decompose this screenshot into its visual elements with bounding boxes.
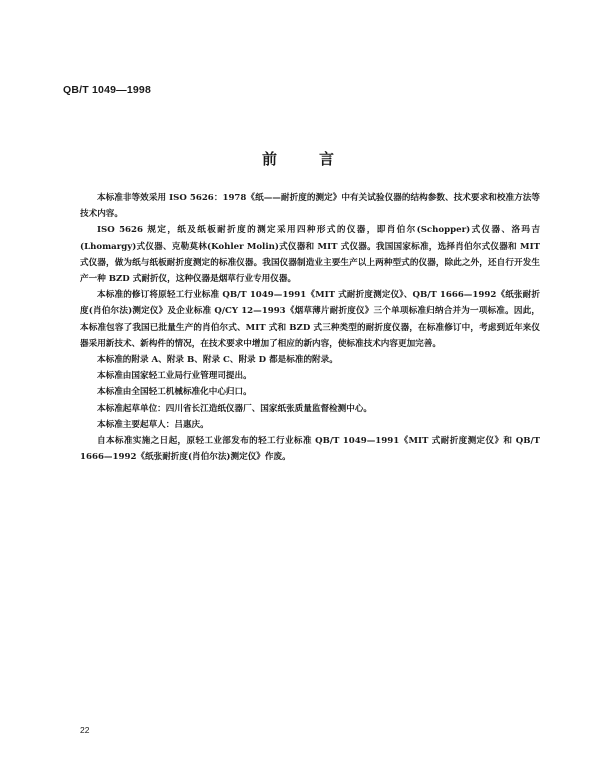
- page-number: 22: [80, 725, 90, 735]
- paragraph: 自本标准实施之日起，原轻工业部发布的轻工行业标准 QB/T 1049—1991《MIT 式耐折度测定仪》和 QB/T 1666—1992《纸张耐折度(肖伯尔法)测定仪》作废。: [80, 436, 540, 463]
- paragraph: ISO 5626 规定，纸及纸板耐折度的测定采用四种形式的仪器，即肖伯尔(Schopper)式仪器、洛玛吉(Lhomargy)式仪器、克勒莫林(Kohler Molin)式仪器和 MIT 式仪器。我国国家标准，选择肖伯尔式仪器和 MIT 式仪器，做为纸与纸板耐折度测定的标准仪器。我国仪器制造业主要生产以上两种型式的仪器，除此之外，还自行开发生产一种 BZD 式耐折仪，这种仪器是烟草行业专用仪器。: [80, 225, 540, 285]
- foreword-body: [80, 190, 540, 465]
- paragraph: 本标准的修订将原轻工行业标准 QB/T 1049—1991《MIT 式耐折度测定仪》、QB/T 1666—1992《纸张耐折度(肖伯尔法)测定仪》及企业标准 Q/CY 12—1993《烟草薄片耐折度仪》三个单项标准归纳合并为一项标准。因此，本标准包容了我国已批量生产的肖伯尔式、MIT 式和 BZD 式三种类型的耐折度仪器，在标准修订中，考虑到近年来仪器采用新技术、新构件的情况，在技术要求中增加了相应的新内容，使标准技术内容更加完善。: [80, 290, 540, 349]
- paragraph: 本标准的附录 A、附录 B、附录 C、附录 D 都是标准的附录。: [97, 355, 338, 366]
- standard-code: QB/T 1049—1998: [63, 84, 152, 96]
- paragraph: 本标准非等效采用 ISO 5626：1978《纸——耐折度的测定》中有关试验仪器的结构参数、技术要求和校准方法等技术内容。: [80, 193, 540, 220]
- paragraph: 本标准由国家轻工业局行业管理司提出。: [97, 371, 252, 382]
- paragraph: 本标准起草单位：四川省长江造纸仪器厂、国家纸张质量监督检测中心。: [97, 403, 373, 414]
- paragraph: 本标准由全国轻工机械标准化中心归口。: [97, 387, 252, 398]
- paragraph: 本标准主要起草人：吕惠庆。: [97, 419, 209, 430]
- page-title: 前言: [261, 150, 376, 168]
